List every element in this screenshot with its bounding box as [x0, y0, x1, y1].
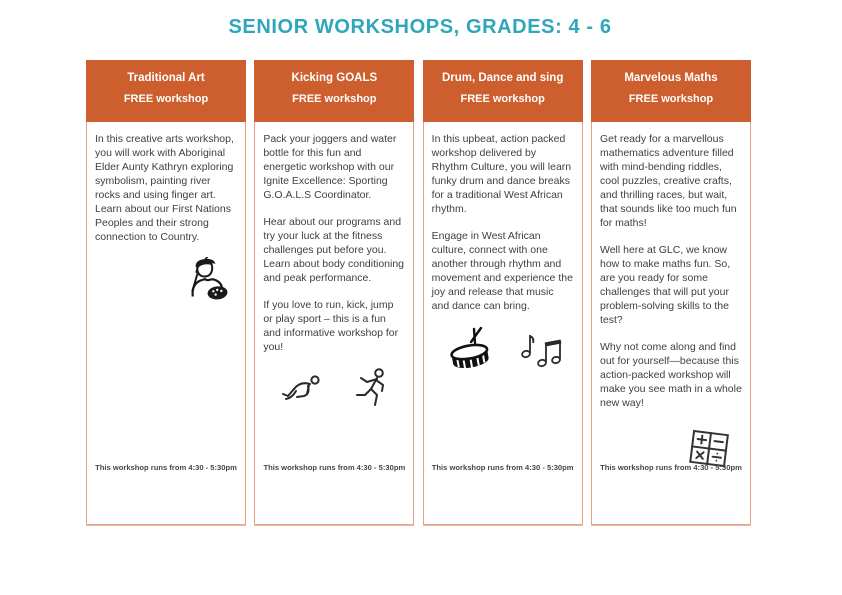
workshop-subtitle: FREE workshop [123, 93, 209, 105]
workshop-description: Well here at GLC, we know how to make maths fun. So, are you ready for some challenges that will put your problem-solving skills to the test? [599, 244, 731, 326]
card-body [255, 122, 413, 409]
workshop-description: In this creative arts workshop, you will work with Aboriginal Elder Aunty Kathryn exploring symbolism, painting river rocks and using finger art. Learn about our First Nations Peoples and their strong connection to Country. [95, 133, 234, 243]
workshop-title: Kicking GOALS [291, 72, 378, 84]
workshop-subtitle: FREE workshop [460, 93, 545, 105]
page-title: SENIOR WORKSHOPS, GRADES: 4 - 6 [228, 16, 612, 38]
drum-icon [443, 326, 497, 372]
icon-row [432, 326, 574, 372]
workshop-description: Pack your joggers and water bottle for this fun and energetic workshop with our Ignite Excellence: Sporting G.O.A.L.S Coordinator. [263, 133, 397, 201]
workshop-description: Get ready for a marvellous mathematics adventure filled with mind-bending riddles, cool puzzles, creative crafts, and thrilling races, but wait, that sounds like too much fun for maths! [599, 133, 737, 229]
card-footer-note: This workshop runs from 4:30 - 5:30pm [600, 463, 742, 472]
workshop-cards [86, 60, 751, 525]
icon-row [263, 367, 405, 409]
workshop-card-marvelous-maths [591, 60, 751, 525]
workshop-description: Why not come along and find out for yourself—because this action-packed workshop will make you see math in a whole new way! [599, 341, 742, 409]
runner-icon [355, 367, 389, 409]
music-notes-icon [519, 329, 563, 369]
sprint-start-icon [280, 372, 322, 404]
painter-icon [183, 257, 229, 303]
workshop-description: Hear about our programs and try your luck at the fitness challenges put before you. Learn about body conditioning and peak performance. [263, 216, 405, 284]
card-body [87, 122, 245, 303]
card-header [591, 60, 751, 122]
card-body [424, 122, 582, 372]
card-footer-note: This workshop runs from 4:30 - 5:30pm [95, 463, 237, 472]
card-header [254, 60, 414, 122]
workshop-description: If you love to run, kick, jump or play sport – this is a fun and informative workshop for you! [263, 299, 399, 353]
card-body [592, 122, 750, 475]
workshop-title: Traditional Art [127, 72, 205, 84]
workshop-title: Marvelous Maths [624, 72, 718, 84]
workshop-description: In this upbeat, action packed workshop delivered by Rhythm Culture, you will learn funky drum and dance breaks for a traditional West African rhythm. [431, 133, 572, 215]
workshop-card-traditional-art [86, 60, 246, 525]
card-footer-note: This workshop runs from 4:30 - 5:30pm [263, 463, 406, 472]
workshop-description: Engage in West African culture, connect with one another through rhythm and movement and experience the joy and release that music and dance can bring. [431, 230, 573, 312]
card-footer-note: This workshop runs from 4:30 - 5:30pm [431, 463, 574, 472]
workshop-subtitle: FREE workshop [628, 93, 714, 105]
card-header [423, 60, 583, 122]
workshop-subtitle: FREE workshop [292, 93, 377, 105]
workshop-title: Drum, Dance and sing [441, 72, 564, 84]
card-header [86, 60, 246, 122]
workshop-card-drum-dance-sing [423, 60, 583, 525]
icon-row [95, 257, 237, 303]
workshop-card-kicking-goals [254, 60, 414, 525]
